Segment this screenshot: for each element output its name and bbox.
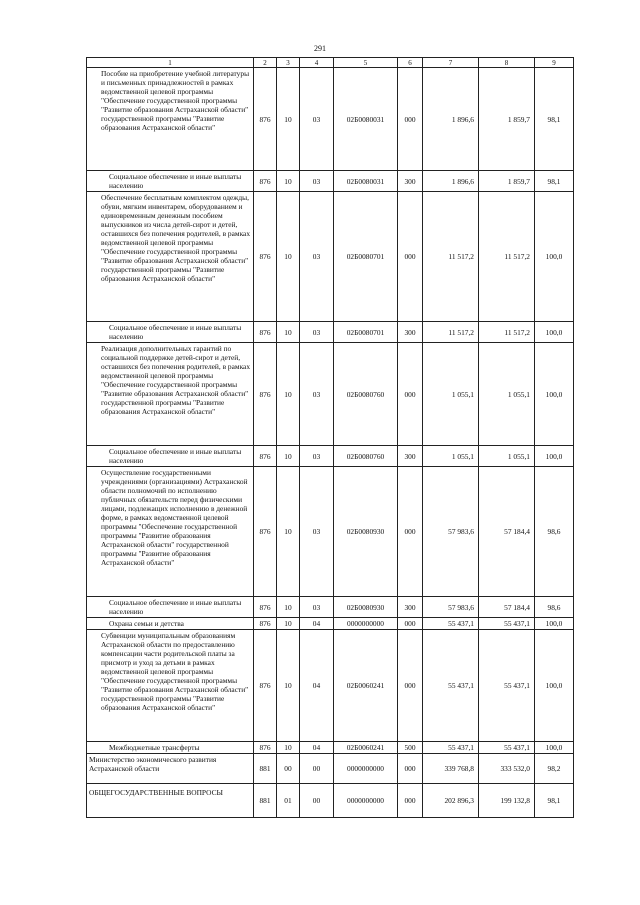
cell-executed: 1 055,1	[479, 446, 535, 467]
row-name: Межбюджетные трансферты	[87, 742, 254, 754]
cell-target-article: 0000000000	[334, 618, 398, 630]
cell-expense-type: 000	[398, 630, 423, 742]
cell-subsection: 03	[300, 322, 334, 343]
row-name: Министерство экономического развития Астраханской области	[87, 754, 254, 784]
cell-percent: 100,0	[535, 446, 574, 467]
cell-target-article: 02Б0080760	[334, 343, 398, 446]
cell-section: 10	[277, 68, 300, 171]
cell-executed: 1 859,7	[479, 171, 535, 192]
cell-expense-type: 000	[398, 68, 423, 171]
header-cell: 2	[254, 58, 277, 68]
cell-target-article: 02Б0080031	[334, 68, 398, 171]
cell-subsection: 00	[300, 784, 334, 818]
cell-executed: 1 055,1	[479, 343, 535, 446]
cell-admin-code: 876	[254, 597, 277, 618]
cell-planned: 1 896,6	[423, 68, 479, 171]
page-number: 291	[314, 44, 326, 53]
header-cell: 7	[423, 58, 479, 68]
row-name: Обеспечение бесплатным комплектом одежды, обуви, мягким инвентарем, оборудованием и единовременным денежным пособием выпускников из числа детей-сирот и детей, оставшихся без попечения родителей, в рамках ведомственной целевой программы "Обеспечение государственной программы "Развитие образования Астраханской области" государственной программы "Развитие образования Астраханской области"	[87, 192, 254, 322]
cell-admin-code: 876	[254, 618, 277, 630]
cell-executed: 57 184,4	[479, 597, 535, 618]
table-row	[87, 618, 574, 630]
table-row	[87, 68, 574, 171]
cell-admin-code: 881	[254, 754, 277, 784]
header-cell: 1	[87, 58, 254, 68]
budget-table	[86, 57, 574, 818]
table-row	[87, 446, 574, 467]
cell-admin-code: 876	[254, 68, 277, 171]
row-name: Социальное обеспечение и иные выплаты населению	[87, 322, 254, 343]
cell-subsection: 04	[300, 630, 334, 742]
cell-percent: 100,0	[535, 742, 574, 754]
cell-target-article: 02Б0080760	[334, 446, 398, 467]
header-cell: 4	[300, 58, 334, 68]
row-name: ОБЩЕГОСУДАРСТВЕННЫЕ ВОПРОСЫ	[87, 784, 254, 818]
cell-admin-code: 876	[254, 171, 277, 192]
cell-subsection: 04	[300, 618, 334, 630]
cell-percent: 100,0	[535, 618, 574, 630]
cell-planned: 55 437,1	[423, 630, 479, 742]
cell-subsection: 03	[300, 171, 334, 192]
cell-subsection: 03	[300, 68, 334, 171]
cell-percent: 98,6	[535, 467, 574, 597]
cell-planned: 1 055,1	[423, 343, 479, 446]
row-name: Осуществление государственными учреждениями (организациями) Астраханской области полномочий по исполнению публичных обязательств перед физическими лицами, подлежащих исполнению в денежной форме, в рамках ведомственной целевой программы "Обеспечение государственной программы "Развитие образования Астраханской области" государственной программы "Развитие образования Астраханской области"	[87, 467, 254, 597]
cell-target-article: 02Б0080930	[334, 597, 398, 618]
cell-section: 10	[277, 742, 300, 754]
header-cell: 5	[334, 58, 398, 68]
table-row	[87, 784, 574, 818]
cell-subsection: 03	[300, 467, 334, 597]
cell-admin-code: 876	[254, 192, 277, 322]
cell-target-article: 02Б0080930	[334, 467, 398, 597]
cell-section: 00	[277, 754, 300, 784]
table-row	[87, 754, 574, 784]
cell-section: 10	[277, 630, 300, 742]
header-cell: 3	[277, 58, 300, 68]
cell-admin-code: 881	[254, 784, 277, 818]
cell-admin-code: 876	[254, 446, 277, 467]
cell-admin-code: 876	[254, 322, 277, 343]
cell-section: 10	[277, 343, 300, 446]
cell-executed: 11 517,2	[479, 192, 535, 322]
cell-planned: 55 437,1	[423, 618, 479, 630]
row-name: Пособие на приобретение учебной литературы и письменных принадлежностей в рамках ведомственной целевой программы "Обеспечение государственной программы "Развитие образования Астраханской области" государственной программы "Развитие образования Астраханской области"	[87, 68, 254, 171]
row-name: Социальное обеспечение и иные выплаты населению	[87, 446, 254, 467]
cell-executed: 57 184,4	[479, 467, 535, 597]
cell-subsection: 03	[300, 343, 334, 446]
cell-planned: 11 517,2	[423, 192, 479, 322]
row-name: Социальное обеспечение и иные выплаты населению	[87, 171, 254, 192]
cell-planned: 57 983,6	[423, 597, 479, 618]
cell-admin-code: 876	[254, 630, 277, 742]
table-row	[87, 467, 574, 597]
cell-executed: 55 437,1	[479, 742, 535, 754]
table-row	[87, 192, 574, 322]
row-name: Реализация дополнительных гарантий по социальной поддержке детей-сирот и детей, оставшихся без попечения родителей, в рамках ведомственной целевой программы "Обеспечение государственной программы "Развитие образования Астраханской области" государственной программы "Развитие образования Астраханской области"	[87, 343, 254, 446]
cell-admin-code: 876	[254, 467, 277, 597]
cell-subsection: 00	[300, 754, 334, 784]
cell-executed: 11 517,2	[479, 322, 535, 343]
cell-executed: 333 532,0	[479, 754, 535, 784]
table-row	[87, 171, 574, 192]
cell-percent: 100,0	[535, 322, 574, 343]
cell-subsection: 03	[300, 597, 334, 618]
cell-subsection: 03	[300, 192, 334, 322]
cell-planned: 11 517,2	[423, 322, 479, 343]
cell-planned: 57 983,6	[423, 467, 479, 597]
cell-percent: 100,0	[535, 192, 574, 322]
cell-percent: 98,1	[535, 784, 574, 818]
cell-section: 10	[277, 171, 300, 192]
cell-planned: 202 896,3	[423, 784, 479, 818]
cell-target-article: 0000000000	[334, 784, 398, 818]
cell-percent: 98,2	[535, 754, 574, 784]
table-row	[87, 742, 574, 754]
cell-executed: 55 437,1	[479, 630, 535, 742]
table-row	[87, 597, 574, 618]
cell-section: 10	[277, 618, 300, 630]
cell-target-article: 02Б0080031	[334, 171, 398, 192]
cell-percent: 100,0	[535, 343, 574, 446]
cell-expense-type: 000	[398, 192, 423, 322]
cell-percent: 98,6	[535, 597, 574, 618]
cell-target-article: 02Б0080701	[334, 322, 398, 343]
cell-subsection: 04	[300, 742, 334, 754]
row-name: Субвенции муниципальным образованиям Астраханской области по предоставлению компенсации части родительской платы за присмотр и уход за детьми в рамках ведомственной целевой программы "Обеспечение государственной программы "Развитие образования Астраханской области" государственной программы "Развитие образования Астраханской области"	[87, 630, 254, 742]
table-row	[87, 343, 574, 446]
cell-target-article: 0000000000	[334, 754, 398, 784]
cell-section: 10	[277, 597, 300, 618]
header-cell: 8	[479, 58, 535, 68]
cell-expense-type: 000	[398, 343, 423, 446]
cell-expense-type: 000	[398, 754, 423, 784]
cell-expense-type: 300	[398, 322, 423, 343]
cell-target-article: 02Б0080701	[334, 192, 398, 322]
cell-executed: 1 859,7	[479, 68, 535, 171]
header-row	[87, 58, 574, 68]
cell-section: 10	[277, 467, 300, 597]
cell-admin-code: 876	[254, 742, 277, 754]
cell-section: 10	[277, 192, 300, 322]
cell-planned: 1 896,6	[423, 171, 479, 192]
header-cell: 9	[535, 58, 574, 68]
cell-planned: 339 768,8	[423, 754, 479, 784]
header-cell: 6	[398, 58, 423, 68]
cell-expense-type: 300	[398, 446, 423, 467]
row-name: Охрана семьи и детства	[87, 618, 254, 630]
cell-executed: 55 437,1	[479, 618, 535, 630]
cell-target-article: 02Б0060241	[334, 630, 398, 742]
cell-percent: 98,1	[535, 68, 574, 171]
cell-expense-type: 000	[398, 784, 423, 818]
cell-target-article: 02Б0060241	[334, 742, 398, 754]
row-name: Социальное обеспечение и иные выплаты населению	[87, 597, 254, 618]
cell-planned: 1 055,1	[423, 446, 479, 467]
cell-admin-code: 876	[254, 343, 277, 446]
cell-planned: 55 437,1	[423, 742, 479, 754]
cell-section: 01	[277, 784, 300, 818]
cell-subsection: 03	[300, 446, 334, 467]
cell-section: 10	[277, 446, 300, 467]
table-row	[87, 630, 574, 742]
cell-expense-type: 000	[398, 618, 423, 630]
cell-expense-type: 300	[398, 171, 423, 192]
cell-executed: 199 132,8	[479, 784, 535, 818]
cell-percent: 98,1	[535, 171, 574, 192]
cell-percent: 100,0	[535, 630, 574, 742]
table-row	[87, 322, 574, 343]
cell-section: 10	[277, 322, 300, 343]
cell-expense-type: 300	[398, 597, 423, 618]
cell-expense-type: 000	[398, 467, 423, 597]
cell-expense-type: 500	[398, 742, 423, 754]
